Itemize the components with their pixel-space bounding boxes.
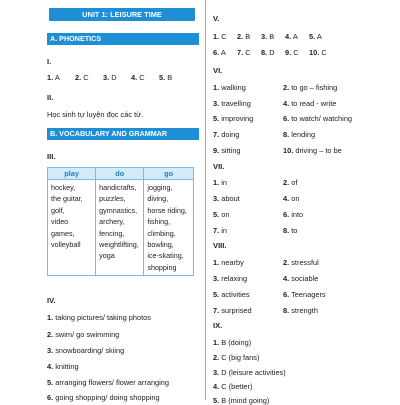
exercise-i-answers (47, 73, 187, 82)
exercise-v-row-2: 6. A 7. C 8. D 9. C 10. C (213, 48, 327, 57)
exercise-viii-label: VIII. (213, 241, 227, 250)
list-item: 2. stressful (283, 258, 319, 267)
list-item: 10. driving – to be (283, 146, 342, 155)
exercise-vi-label: VI. (213, 66, 223, 75)
list-item: 7. surprised (213, 306, 252, 315)
list-item: 5. B (mind going) (213, 396, 270, 405)
list-item: 2. to go – fishing (283, 83, 338, 92)
list-item: 7. doing (213, 130, 240, 139)
list-item: 8. to (283, 226, 298, 235)
list-item: 1. in (213, 178, 227, 187)
section-phonetics-header: A. PHONETICS (47, 33, 199, 45)
column-header-play: play (48, 168, 96, 180)
list-item: 6. into (283, 210, 304, 219)
list-item: 3. about (213, 194, 240, 203)
exercise-i-label: I. (47, 57, 52, 66)
answer: 4. C (131, 73, 145, 82)
list-item: 4. knitting (47, 362, 79, 371)
list-item: 1. nearby (213, 258, 244, 267)
list-item: 8. lending (283, 130, 316, 139)
list-item: 6. to watch/ watching (283, 114, 353, 123)
list-item: 8. strength (283, 306, 318, 315)
list-item: 5. activities (213, 290, 250, 299)
list-item: 3. travelling (213, 99, 251, 108)
unit-title: UNIT 1: LEISURE TIME (49, 8, 195, 21)
list-item: 2. C (big fans) (213, 353, 260, 362)
list-item: 2. of (283, 178, 298, 187)
column-header-go: go (144, 168, 194, 180)
list-item: 1. B (doing) (213, 338, 252, 347)
list-item: 7. in (213, 226, 227, 235)
exercise-v-row-1: 1. C 2. B 3. B 4. A 5. A (213, 32, 322, 41)
list-item: 3. relaxing (213, 274, 248, 283)
list-item: 6. Teenagers (283, 290, 326, 299)
list-item: 3. D (leisure activities) (213, 368, 286, 377)
list-item: 5. arranging flowers/ flower arranging (47, 378, 170, 387)
list-item: 1. taking pictures/ taking photos (47, 313, 151, 322)
exercise-ix-label: IX. (213, 321, 223, 330)
vocabulary-table (47, 167, 194, 276)
list-item: 4. to read - write (283, 99, 337, 108)
list-item: 4. C (better) (213, 382, 253, 391)
list-item: 3. snowboarding/ skiing (47, 346, 125, 355)
table-cell-go: jogging, diving, horse riding, fishing, climbing, bowling, ice-skating, shopping (144, 180, 194, 276)
list-item: 9. sitting (213, 146, 241, 155)
table-row (48, 180, 194, 276)
list-item: 1. walking (213, 83, 246, 92)
table-cell-do: handicrafts, puzzles, gymnastics, archery, fencing, weightlifting, yoga (96, 180, 144, 276)
answer: 2. C (75, 73, 89, 82)
exercise-iii-label: III. (47, 152, 56, 161)
exercise-ii-label: II. (47, 93, 54, 102)
section-vocabulary-header: B. VOCABULARY AND GRAMMAR (47, 128, 199, 140)
column-header-do: do (96, 168, 144, 180)
table-cell-play: hockey, the guitar, golf, video games, volleyball (48, 180, 96, 276)
answer: 1. A (47, 73, 60, 82)
column-divider (205, 0, 206, 400)
list-item: 4. sociable (283, 274, 319, 283)
table-header-row (48, 168, 194, 180)
answer: 3. D (103, 73, 117, 82)
list-item: 4. on (283, 194, 300, 203)
exercise-v-label: V. (213, 14, 220, 23)
exercise-ii-text: Học sinh tự luyện đọc các từ. (47, 110, 144, 119)
exercise-vii-label: VII. (213, 162, 225, 171)
list-item: 5. on (213, 210, 230, 219)
list-item: 2. swim/ go swimming (47, 330, 120, 339)
exercise-iv-label: IV. (47, 296, 56, 305)
answer: 5. B (159, 73, 173, 82)
list-item: 6. going shopping/ doing shopping (47, 393, 160, 402)
list-item: 5. improving (213, 114, 254, 123)
